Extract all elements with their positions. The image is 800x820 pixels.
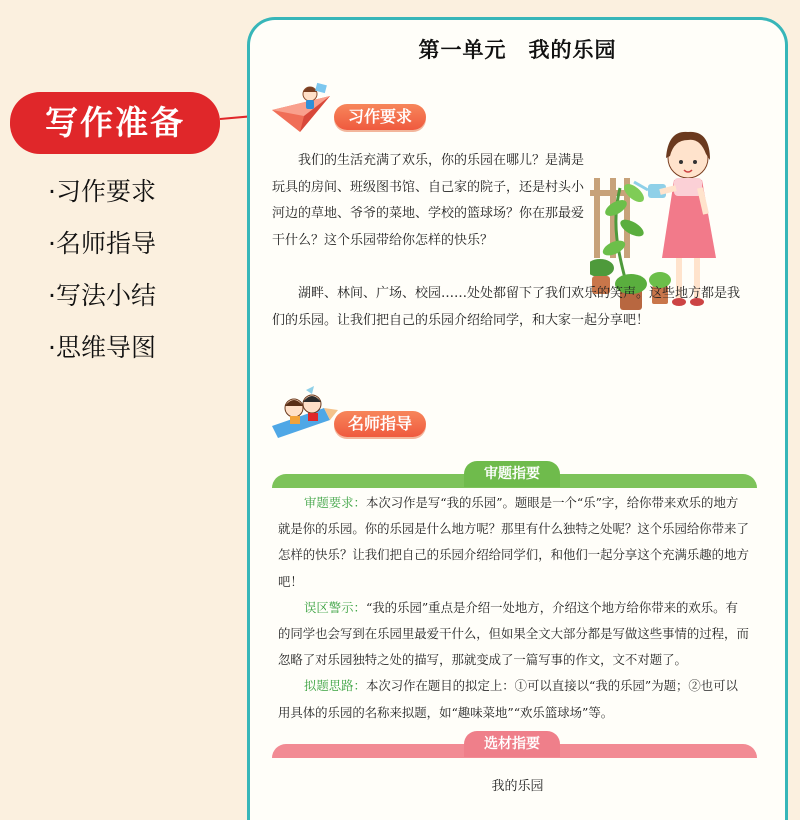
sidebar-list bbox=[48, 166, 156, 374]
guide-text-title: 本次习作在题目的拟定上：①可以直接以“我的乐园”为题；②也可以用具体的乐园的名称来拟题，如“趣味菜地”“欢乐篮球场”等。 bbox=[278, 678, 738, 720]
sidebar-item-guidance: ·名师指导 bbox=[48, 229, 156, 258]
sidebar-item-requirement: ·习作要求 bbox=[48, 177, 156, 206]
sidebar-item-summary: ·写法小结 bbox=[48, 281, 156, 310]
requirement-text bbox=[272, 148, 594, 254]
requirement-p1: 我们的生活充满了欢乐，你的乐园在哪儿？是满是玩具的房间、班级图书馆、自己家的院子，还是村头小河边的草地、爷爷的菜地、学校的篮球场？你在那最爱干什么？这个乐园带给你怎样的快乐？ bbox=[272, 153, 585, 248]
paper-plane-girl-icon bbox=[270, 82, 342, 142]
guide-key-title: 拟题思路： bbox=[304, 678, 366, 694]
book-page bbox=[247, 17, 788, 820]
pencil-rocket-kids-icon bbox=[270, 386, 340, 446]
guide-text bbox=[278, 490, 750, 726]
page-title: 第一单元 我的乐园 bbox=[418, 37, 617, 62]
guide-text-warning: “我的乐园”重点是介绍一处地方，介绍这个地方给你带来的欢乐。有的同学也会写到在乐园里最爱干什么，但如果全文大部分都是写做这些事情的过程，而忽略了对乐园独特之处的描写，那就变成了一篇写事的作文，文不对题了。 bbox=[278, 599, 749, 668]
requirement-p2: 湖畔、林间、广场、校园……处处都留下了我们欢乐的笑声。这些地方都是我们的乐园。让我们把自己的乐园介绍给同学，和大家一起分享吧！ bbox=[272, 286, 741, 328]
banner-topic-tab: 审题指要 bbox=[464, 461, 560, 487]
guide-key-requirement: 审题要求： bbox=[304, 495, 366, 510]
essay-title: 我的乐园 bbox=[491, 779, 544, 794]
section-requirement-pill: 习作要求 bbox=[334, 104, 426, 130]
guide-text-requirement: 本次习作是写“我的乐园”。题眼是一个“乐”字，给你带来欢乐的地方就是你的乐园。你的乐园是什么地方呢？那里有什么独特之处呢？这个乐园给你带来了怎样的快乐？让我们把自己的乐园介绍给同学们，和他们一起分享这个充满乐趣的地方吧！ bbox=[278, 495, 749, 589]
writing-prep-tag: 写作准备 bbox=[10, 92, 220, 154]
section-guidance-pill: 名师指导 bbox=[334, 411, 426, 437]
requirement-text-2 bbox=[272, 281, 742, 334]
guide-key-warning: 误区警示： bbox=[304, 599, 366, 615]
banner-material-tab: 选材指要 bbox=[464, 731, 560, 757]
sidebar-item-mindmap: ·思维导图 bbox=[48, 333, 156, 362]
